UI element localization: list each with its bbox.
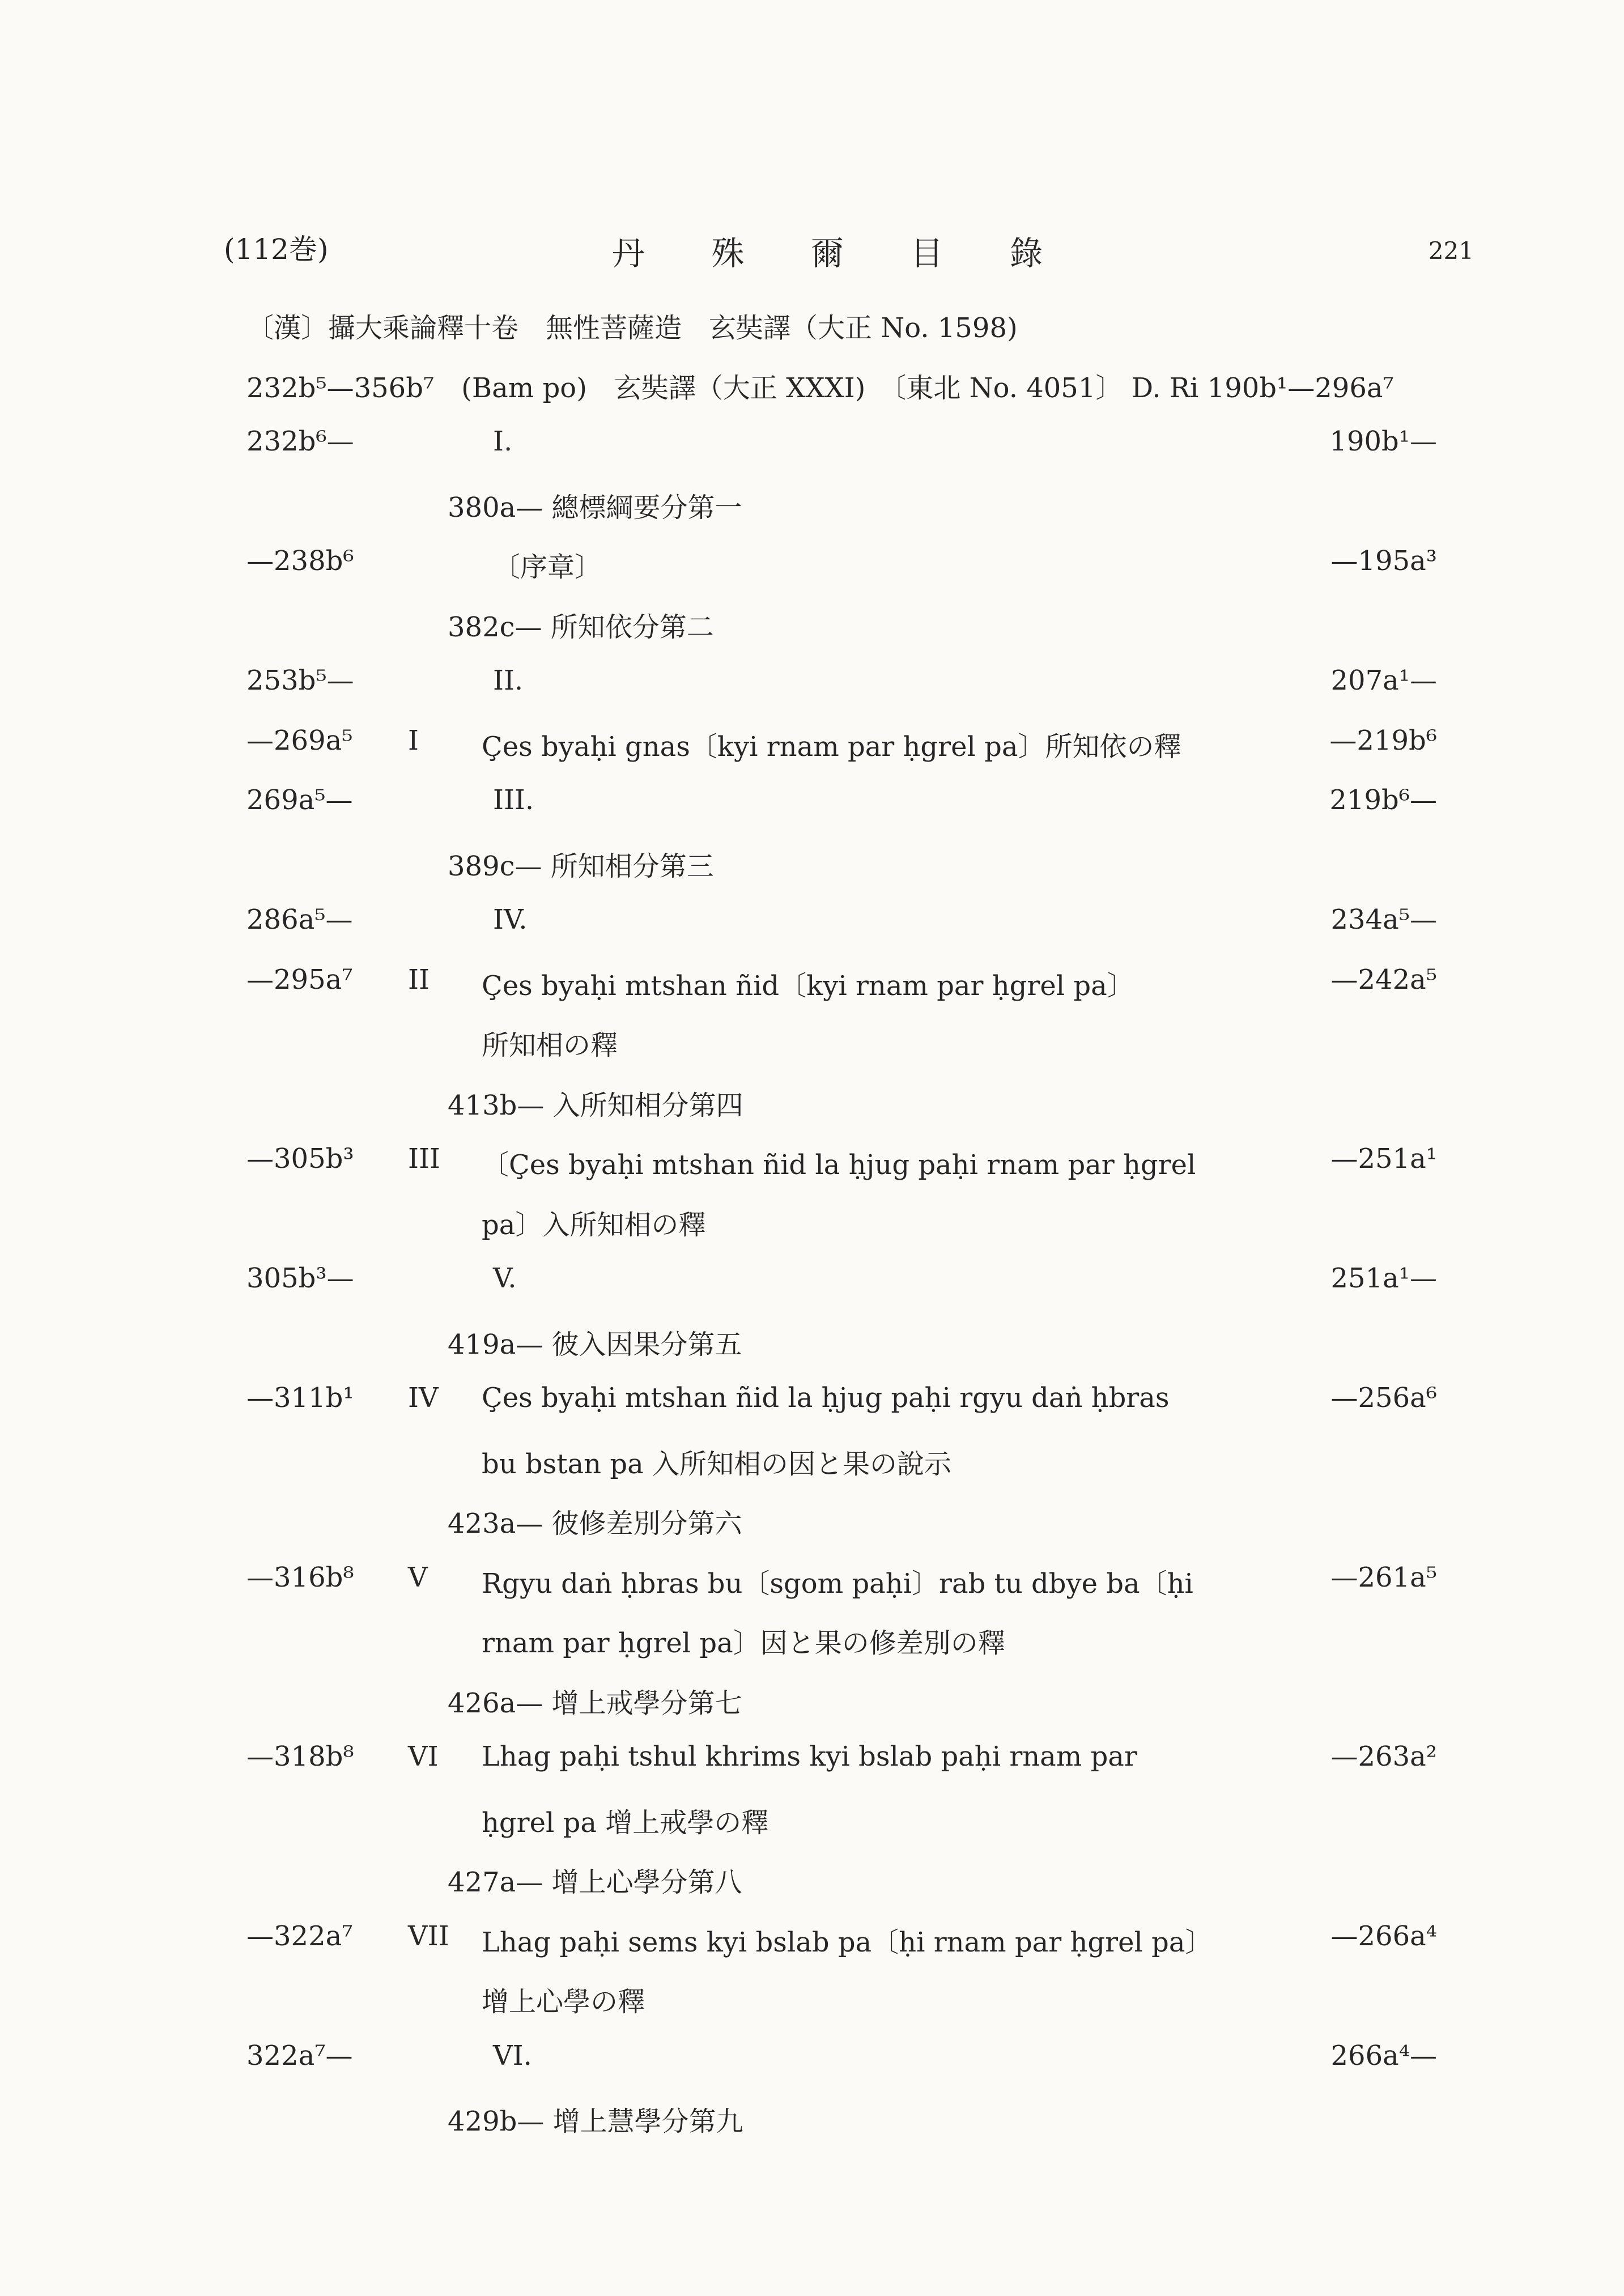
entry-text: Çes byaḥi mtshan ñid la ḥjug paḥi rgyu daṅ ḥbras bbox=[482, 1382, 1170, 1414]
catalog-line-cont bbox=[0, 1023, 1624, 1069]
section-text: 426a— 增上戒學分第七 bbox=[448, 1687, 742, 1719]
right-folio-ref: 251a¹— bbox=[1330, 1262, 1437, 1294]
catalog-line-entry bbox=[0, 1262, 1624, 1308]
section-text: 382c— 所知依分第二 bbox=[448, 611, 714, 643]
entry-text: I. bbox=[493, 426, 513, 457]
right-folio-ref: 207a¹— bbox=[1330, 665, 1437, 696]
continuation-text: 所知相の釋 bbox=[482, 1030, 618, 1061]
page-title bbox=[612, 227, 1043, 274]
catalog-line-cont bbox=[0, 1801, 1624, 1846]
section-text: 427a— 增上心學分第八 bbox=[448, 1866, 742, 1898]
catalog-line-cont bbox=[0, 1980, 1624, 2025]
right-folio-ref: —251a¹ bbox=[1330, 1143, 1437, 1175]
continuation-text: ḥgrel pa 增上戒學の釋 bbox=[482, 1806, 769, 1839]
catalog-line-entry bbox=[0, 904, 1624, 949]
entry-text: VI. bbox=[493, 2039, 532, 2072]
right-folio-ref: —266a⁴ bbox=[1330, 1920, 1437, 1952]
catalog-line-entry bbox=[0, 1562, 1624, 1607]
chapter-number: VII bbox=[408, 1920, 449, 1952]
catalog-line-entry bbox=[0, 1920, 1624, 1966]
right-folio-ref: —261a⁵ bbox=[1330, 1561, 1437, 1593]
right-folio-ref: —256a⁶ bbox=[1330, 1382, 1437, 1414]
catalog-line-section bbox=[0, 1860, 1624, 1906]
catalog-line-entry bbox=[0, 1382, 1624, 1427]
catalog-line-text bbox=[0, 306, 1624, 351]
catalog-line-entry bbox=[0, 545, 1624, 590]
entry-text: 〔序章〕 bbox=[493, 551, 602, 583]
catalog-line-entry bbox=[0, 2040, 1624, 2085]
section-text: 423a— 彼修差別分第六 bbox=[448, 1508, 742, 1540]
entry-text: Çes byaḥi gnas〔kyi rnam par ḥgrel pa〕所知依の釋 bbox=[482, 730, 1181, 763]
catalog-line-section bbox=[0, 1681, 1624, 1727]
continuation-text: rnam par ḥgrel pa〕因と果の修差別の釋 bbox=[482, 1627, 1005, 1659]
left-folio-ref: —238b⁶ bbox=[246, 545, 354, 577]
catalog-line-section bbox=[0, 1502, 1624, 1547]
page-number: 221 bbox=[1428, 237, 1474, 265]
entry-text: V. bbox=[493, 1262, 517, 1294]
catalog-line-entry bbox=[0, 1143, 1624, 1188]
section-text: 413b— 入所知相分第四 bbox=[448, 1089, 743, 1121]
catalog-line-section bbox=[0, 486, 1624, 531]
chapter-number: V bbox=[408, 1561, 428, 1593]
section-text: 380a— 總標綱要分第一 bbox=[448, 491, 742, 524]
entry-text: IV. bbox=[493, 904, 528, 936]
catalog-line-section bbox=[0, 844, 1624, 890]
left-folio-ref: —316b⁸ bbox=[246, 1561, 354, 1593]
catalog-line-cont bbox=[0, 1621, 1624, 1666]
title-char: 爾 bbox=[810, 234, 844, 273]
catalog-line-cont bbox=[0, 1203, 1624, 1248]
left-folio-ref: 305b³— bbox=[246, 1262, 354, 1294]
entry-text: Rgyu daṅ ḥbras bu〔sgom paḥi〕rab tu dbye ba〔ḥi bbox=[482, 1567, 1193, 1600]
title-char: 丹 bbox=[612, 234, 645, 273]
heading-text: 〔漢〕攝大乘論釋十卷 無性菩薩造 玄奘譯（大正 No. 1598) bbox=[246, 312, 1018, 344]
catalog-line-entry bbox=[0, 784, 1624, 830]
entry-text: 〔Çes byaḥi mtshan ñid la ḥjug paḥi rnam par ḥgrel bbox=[482, 1149, 1196, 1181]
chapter-number: III bbox=[408, 1143, 440, 1175]
left-folio-ref: 322a⁷— bbox=[246, 2039, 353, 2072]
continuation-text: bu bstan pa 入所知相の因と果の說示 bbox=[482, 1448, 951, 1480]
entry-text: Çes byaḥi mtshan ñid〔kyi rnam par ḥgrel pa〕 bbox=[482, 970, 1134, 1002]
right-folio-ref: 266a⁴— bbox=[1330, 2039, 1437, 2072]
right-folio-ref: —195a³ bbox=[1330, 545, 1437, 577]
chapter-number: VI bbox=[408, 1741, 439, 1772]
section-text: 389c— 所知相分第三 bbox=[448, 850, 714, 882]
catalog-line-entry bbox=[0, 426, 1624, 471]
chapter-number: IV bbox=[408, 1382, 439, 1414]
right-folio-ref: 219b⁶— bbox=[1329, 784, 1437, 816]
left-folio-ref: 232b⁶— bbox=[246, 426, 354, 457]
left-folio-ref: —269a⁵ bbox=[246, 724, 353, 756]
page-header bbox=[0, 227, 1624, 278]
entry-text: Lhag paḥi tshul khrims kyi bslab paḥi rnam par bbox=[482, 1741, 1137, 1772]
heading-text: 232b⁵—356b⁷ (Bam po) 玄奘譯（大正 XXXI) 〔東北 No. 4051〕 D. Ri 190b¹—296a⁷ bbox=[246, 372, 1394, 404]
section-text: 429b— 增上慧學分第九 bbox=[448, 2106, 743, 2137]
title-char: 目 bbox=[910, 234, 943, 273]
section-text: 419a— 彼入因果分第五 bbox=[448, 1328, 742, 1360]
entry-text: Lhag paḥi sems kyi bslab pa〔ḥi rnam par ḥgrel pa〕 bbox=[482, 1926, 1213, 1958]
catalog-line-entry bbox=[0, 665, 1624, 710]
volume-label: (112巻) bbox=[224, 233, 329, 266]
left-folio-ref: —295a⁷ bbox=[246, 963, 353, 996]
chapter-number: I bbox=[408, 724, 419, 756]
right-folio-ref: —242a⁵ bbox=[1330, 963, 1437, 996]
left-folio-ref: —311b¹ bbox=[246, 1382, 354, 1414]
catalog-line-section bbox=[0, 2099, 1624, 2145]
title-char: 殊 bbox=[711, 234, 745, 273]
chapter-number: II bbox=[408, 963, 430, 996]
catalog-line-entry bbox=[0, 725, 1624, 770]
left-folio-ref: 286a⁵— bbox=[246, 904, 353, 936]
catalog-line-entry bbox=[0, 1741, 1624, 1786]
catalog-line-section bbox=[0, 605, 1624, 650]
entry-text: III. bbox=[493, 784, 534, 816]
catalog-line-entry bbox=[0, 964, 1624, 1009]
left-folio-ref: —318b⁸ bbox=[246, 1741, 354, 1772]
right-folio-ref: —263a² bbox=[1330, 1741, 1437, 1772]
continuation-text: 增上心學の釋 bbox=[482, 1986, 645, 2018]
entry-text: II. bbox=[493, 665, 524, 696]
catalog-line-cont bbox=[0, 1442, 1624, 1487]
left-folio-ref: 269a⁵— bbox=[246, 784, 353, 816]
left-folio-ref: 253b⁵— bbox=[246, 665, 354, 696]
right-folio-ref: 234a⁵— bbox=[1330, 904, 1437, 936]
title-char: 錄 bbox=[1009, 234, 1043, 273]
catalog-line-section bbox=[0, 1083, 1624, 1129]
right-folio-ref: 190b¹— bbox=[1329, 426, 1437, 457]
catalog-line-section bbox=[0, 1323, 1624, 1368]
right-folio-ref: —219b⁶ bbox=[1329, 724, 1437, 756]
left-folio-ref: —322a⁷ bbox=[246, 1920, 353, 1952]
catalog-line-text bbox=[0, 366, 1624, 411]
continuation-text: pa〕入所知相の釋 bbox=[482, 1209, 706, 1241]
left-folio-ref: —305b³ bbox=[246, 1143, 354, 1175]
